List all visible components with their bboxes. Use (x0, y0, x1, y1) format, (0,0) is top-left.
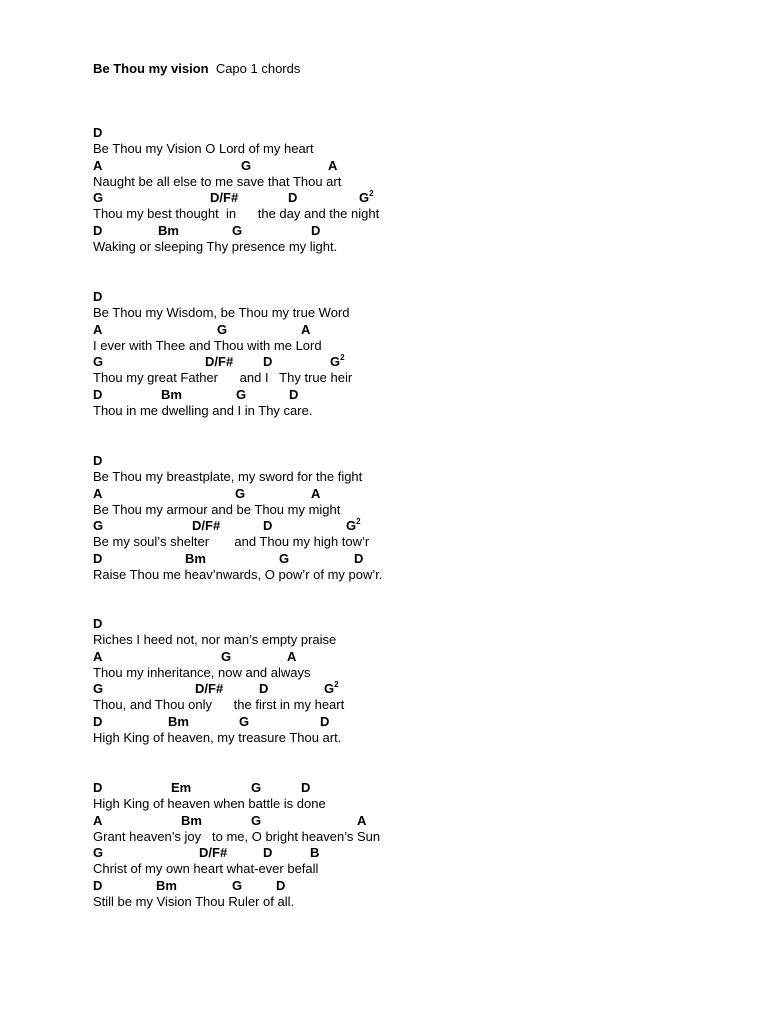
chord: G (232, 877, 243, 893)
chord: G (236, 386, 247, 402)
chord: Bm (156, 877, 177, 893)
chord: D/F# (205, 354, 234, 370)
verse-3 (93, 453, 733, 583)
chord: G (239, 713, 250, 729)
lyric-line: Grant heaven’s joy to me, O bright heaven’s Sun (93, 828, 381, 844)
chord: D (288, 190, 298, 206)
song-title: Be Thou my vision (93, 61, 209, 76)
chord: $G^2$ (330, 352, 345, 370)
chord: D (93, 222, 103, 238)
chord-line (93, 780, 733, 796)
chord-line (93, 551, 733, 567)
chord: G (235, 485, 246, 501)
lyric-line: Naught be all else to me save that Thou art (93, 173, 342, 189)
verse-5 (93, 780, 733, 910)
chord-line (93, 681, 733, 697)
chord: G (251, 812, 262, 828)
chord-line (93, 453, 733, 469)
chord-line (93, 223, 733, 239)
chord: G (93, 518, 104, 534)
chord: D (259, 681, 269, 697)
chord: D (93, 386, 103, 402)
chord: $G^2$ (346, 516, 361, 534)
chord-line (93, 125, 733, 141)
verse-4 (93, 616, 733, 746)
chord: G (279, 550, 290, 566)
chord: Bm (185, 550, 206, 566)
chord-line (93, 714, 733, 730)
chord: D (354, 550, 364, 566)
chord: D (93, 550, 103, 566)
verse-2 (93, 289, 733, 419)
chord-line (93, 845, 733, 861)
chord: Bm (168, 713, 189, 729)
chord: D (93, 289, 103, 304)
lyric-line: Thou in me dwelling and I in Thy care. (93, 403, 313, 419)
lyric-line: Christ of my own heart what-ever befall (93, 861, 319, 877)
chord: Em (171, 780, 192, 795)
chord: D (263, 354, 273, 370)
chord: $G^2$ (324, 679, 339, 697)
chord: Bm (161, 386, 182, 402)
chord: A (357, 812, 367, 828)
chord: A (93, 812, 103, 828)
chord: G (93, 354, 104, 370)
lyric-line: Be Thou my Vision O Lord of my heart (93, 141, 314, 157)
lyric-line: Be Thou my Wisdom, be Thou my true Word (93, 305, 350, 321)
lyric-line: Waking or sleeping Thy presence my light. (93, 239, 338, 255)
chord-line (93, 158, 733, 174)
lyric-line: Still be my Vision Thou Ruler of all. (93, 894, 295, 910)
chord: D/F# (210, 190, 239, 206)
chord: G (221, 648, 232, 664)
lyric-line: Be my soul’s shelter and Thou my high tow’r (93, 534, 370, 550)
chord: B (310, 845, 320, 861)
chord: D (93, 877, 103, 893)
lyric-line: High King of heaven, my treasure Thou art. (93, 730, 342, 746)
chord: G (93, 681, 104, 697)
chord-line (93, 486, 733, 502)
chord: A (93, 321, 103, 337)
chord: G (241, 157, 252, 173)
chord-line (93, 649, 733, 665)
chord-line (93, 616, 733, 632)
lyric-line: Thou, and Thou only the first in my heart (93, 697, 345, 713)
chord-line (93, 289, 733, 305)
lyric-line: Be Thou my armour and be Thou my might (93, 501, 341, 517)
chord: D (263, 845, 273, 861)
chord: D (276, 877, 286, 893)
chord: G (93, 190, 104, 206)
chord: Bm (181, 812, 202, 828)
chord: A (93, 157, 103, 173)
chord: D (93, 780, 103, 795)
chord: A (93, 648, 103, 664)
chord: D (93, 125, 103, 140)
lyric-line: I ever with Thee and Thou with me Lord (93, 337, 322, 353)
chord: D (263, 518, 273, 534)
chord: D (301, 780, 311, 795)
verse-1 (93, 125, 733, 255)
chord-line (93, 322, 733, 338)
chord: A (287, 648, 297, 664)
chord: D (93, 453, 103, 468)
lyric-line: Raise Thou me heav’nwards, O pow’r of my pow’r. (93, 567, 383, 583)
chord-line (93, 878, 733, 894)
chord: D/F# (192, 518, 221, 534)
chord: Bm (158, 222, 179, 238)
lyric-line: Thou my best thought in the day and the night (93, 206, 380, 222)
song-subtitle: Capo 1 chords (215, 61, 301, 76)
chord: G (217, 321, 228, 337)
lyric-line: Be Thou my breastplate, my sword for the fight (93, 469, 363, 485)
chord-line (93, 813, 733, 829)
chord: D (311, 222, 321, 238)
chord: D/F# (195, 681, 224, 697)
chord: G (232, 222, 243, 238)
chord: D (289, 386, 299, 402)
chord: $G^2$ (359, 188, 374, 206)
lyric-line: Riches I heed not, nor man’s empty praise (93, 632, 337, 648)
chord: A (328, 157, 338, 173)
chord-line (93, 518, 733, 534)
chord: A (93, 485, 103, 501)
chord: A (301, 321, 311, 337)
chord: D (93, 713, 103, 729)
chord: D (93, 616, 103, 631)
lyric-line: High King of heaven when battle is done (93, 796, 326, 812)
song-title-line (93, 61, 300, 77)
chord: G (93, 845, 104, 861)
lyric-line: Thou my great Father and I Thy true heir (93, 370, 353, 386)
chord: D/F# (199, 845, 228, 861)
lyric-line: Thou my inheritance, now and always (93, 664, 311, 680)
chord-line (93, 354, 733, 370)
chord: D (320, 713, 330, 729)
chord: G (251, 780, 262, 795)
chord-line (93, 190, 733, 206)
chord: A (311, 485, 321, 501)
chord-line (93, 387, 733, 403)
